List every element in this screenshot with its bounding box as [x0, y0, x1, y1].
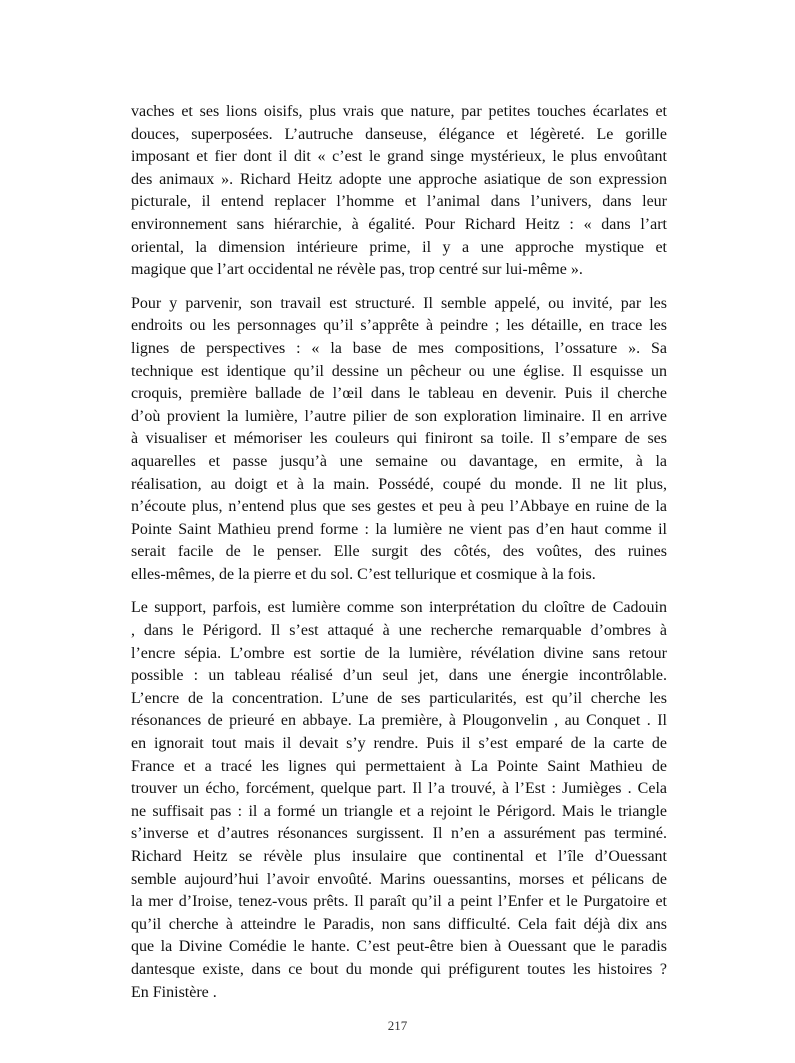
text-line: vaches et ses lions oisifs, plus vrais que nature, par petites touches écarlates et: [131, 103, 667, 120]
text-line: ne suffisait pas : il a formé un triangle et a rejoint le Périgord. Mais le triangle: [131, 802, 667, 820]
text-line: elles-mêmes, de la pierre et du sol. C’est tellurique et cosmique à la fois.: [131, 565, 596, 583]
text-line: à visualiser et mémoriser les couleurs qui finiront sa toile. Il s’empare de ses: [131, 430, 667, 448]
text-line: la mer d’Iroise, tenez-vous prêts. Il paraît qu’il a peint l’Enfer et le Purgatoire et: [131, 893, 667, 911]
page-number: 217: [387, 1018, 408, 1033]
text-line: dantesque existe, dans ce bout du monde qui préfigurent toutes les histoires ?: [131, 960, 667, 978]
text-line: technique est identique qu’il dessine un pêcheur ou une église. Il esquisse un: [131, 362, 667, 380]
text-line: En Finistère .: [131, 983, 217, 1001]
text-line: n’écoute plus, n’entend plus que ses gestes et peu à peu l’Abbaye en ruine de la: [131, 498, 667, 516]
text-line: lignes de perspectives : « la base de mes compositions, l’ossature ». Sa: [131, 339, 667, 357]
text-line: s’inverse et d’autres résonances surgissent. Il n’en a assurément pas terminé.: [131, 825, 667, 843]
text-line: Pour y parvenir, son travail est structuré. Il semble appelé, ou invité, par les: [131, 294, 667, 312]
text-line: picturale, il entend replacer l’homme et l’animal dans l’univers, dans leur: [131, 193, 667, 211]
text-line: environnement sans hiérarchie, à égalité. Pour Richard Heitz : « dans l’art: [131, 215, 667, 233]
text-line: possible : un tableau réalisé d’un seul jet, dans une énergie incontrôlable.: [131, 667, 667, 685]
text-line: imposant et fier dont il dit « c’est le grand singe mystérieux, le plus envoûtant: [131, 148, 667, 166]
text-line: semble aujourd’hui l’avoir envoûté. Marins ouessantins, morses et pélicans de: [131, 870, 667, 888]
text-line: serait facile de le penser. Elle surgit des côtés, des voûtes, des ruines: [131, 543, 667, 561]
text-line: d’où provient la lumière, l’autre pilier de son exploration liminaire. Il en arrive: [131, 407, 667, 425]
text-line: magique que l’art occidental ne révèle pas, trop centré sur lui-même ».: [131, 261, 583, 279]
paragraph: [131, 101, 667, 282]
text-line: douces, superposées. L’autruche danseuse, élégance et légèreté. Le gorille: [131, 125, 667, 143]
text-line: que la Divine Comédie le hante. C’est peut-être bien à Ouessant que le paradis: [131, 938, 667, 956]
paragraph: [131, 597, 667, 1004]
text-line: Le support, parfois, est lumière comme son interprétation du cloître de Cadouin: [131, 599, 667, 617]
text-line: aquarelles et passe jusqu’à une semaine ou davantage, en ermite, à la: [131, 452, 667, 470]
text-line: endroits ou les personnages qu’il s’apprête à peindre ; les détaille, en trace les: [131, 317, 667, 335]
text-line: Richard Heitz se révèle plus insulaire que continental et l’île d’Ouessant: [131, 848, 667, 865]
text-line: France et a tracé les lignes qui permettaient à La Pointe Saint Mathieu de: [131, 757, 667, 775]
text-line: L’encre de la concentration. L’une de ses particularités, est qu’il cherche les: [131, 689, 667, 707]
text-line: Pointe Saint Mathieu prend forme : la lumière ne vient pas d’en haut comme il: [131, 520, 667, 538]
text-line: qu’il cherche à atteindre le Paradis, non sans difficulté. Cela fait déjà dix ans: [131, 915, 667, 933]
text-line: trouver un écho, forcément, quelque part. Il l’a trouvé, à l’Est : Jumièges . Cela: [131, 780, 667, 798]
text-line: réalisation, au doigt et à la main. Possédé, coupé du monde. Il ne lit plus,: [131, 475, 667, 493]
text-line: des animaux ». Richard Heitz adopte une approche asiatique de son expression: [131, 170, 667, 188]
paragraph: [131, 293, 667, 587]
text-line: , dans le Périgord. Il s’est attaqué à une recherche remarquable d’ombres à: [131, 622, 667, 640]
text-line: en ignorait tout mais il devait s’y rendre. Puis il s’est emparé de la carte de: [131, 735, 667, 753]
text-line: oriental, la dimension intérieure prime, il y a une approche mystique et: [131, 238, 667, 256]
text-line: croquis, première ballade de l’œil dans le tableau en devenir. Puis il cherche: [131, 385, 667, 403]
text-line: l’encre sépia. L’ombre est sortie de la lumière, révélation divine sans retour: [131, 644, 667, 662]
text-line: résonances de prieuré en abbaye. La première, à Plougonvelin , au Conquet . Il: [131, 712, 667, 730]
body-text: [131, 101, 667, 1015]
